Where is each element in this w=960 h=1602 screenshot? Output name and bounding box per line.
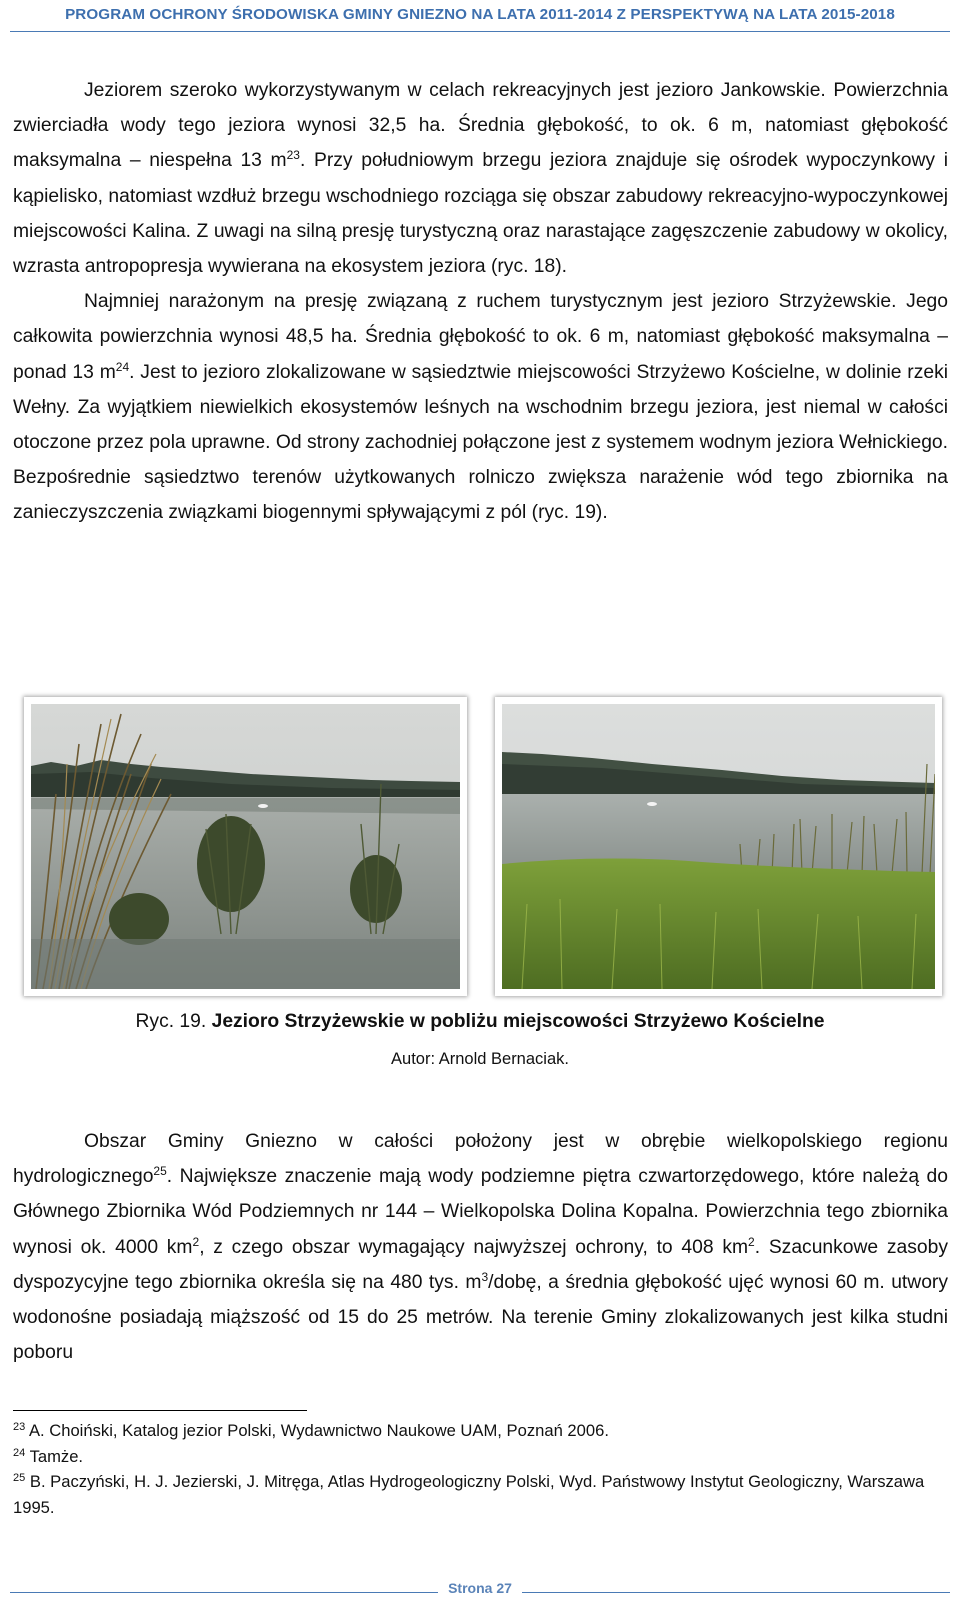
footnotes (13, 1418, 948, 1520)
footnote-ref-23: 23 (286, 148, 300, 163)
footnote-separator (13, 1410, 307, 1411)
footnote-ref-25: 25 (153, 1164, 167, 1179)
photo-lake-right (495, 697, 942, 996)
header-title: PROGRAM OCHRONY ŚRODOWISKA GMINY GNIEZNO NA LATA 2011-2014 Z PERSPEKTYWĄ NA LATA 2015-2018 (65, 6, 895, 23)
footnote-25: $^{25}$ B. Paczyński, H. J. Jezierski, J. Mitręga, Atlas Hydrogeologiczny Polski, Wyd. Państwowy Instytut Geologiczny, Warszawa 1995. (13, 1472, 925, 1517)
footnote-23: $^{23}$ A. Choiński, Katalog jezior Polski, Wydawnictwo Naukowe UAM, Poznań 2006. (13, 1421, 609, 1440)
footnote-ref-24: 24 (115, 359, 130, 374)
figure-photos (24, 697, 942, 998)
figure-caption (0, 1011, 960, 1033)
page-number: Strona 27 (438, 1580, 522, 1596)
footnote-24: $^{24}$ Tamże. (13, 1446, 84, 1466)
caption-prefix: Ryc. 19. (135, 1011, 207, 1032)
paragraph-hydrology: Obszar Gminy Gniezno w całości położony jest w obrębie wielkopolskiego regionu hydrologicznego$^{25}$. Największe znaczenie mają wody podziemne piętra czwartorzędowego, które należą do Głównego Zbiornika Wód Podziemnych nr 144 – Wielkopolska Dolina Kopalna. Powierzchnia tego zbiornika wynosi ok. 4000 $km^2$, z czego obszar wymagający najwyższej ochrony, to 408 $km^2$. Szacunkowe zasoby dyspozycyjne tego zbiornika określa się na 480 tys. $m^3$/dobę, a średnia głębokość ujęć wynosi 60 m. utwory wodonośne posiadają miąższość od 15 do 25 metrów. Na terenie Gminy zlokalizowanych jest kilka studni poboru (13, 1131, 948, 1364)
figure-credit: Autor: Arnold Bernaciak. (391, 1050, 569, 1068)
paragraph-1-line-1: Jeziorem szeroko wykorzystywanym w celach rekreacyjnych jest jezioro Jankowskie. (84, 80, 826, 101)
lower-text-block (13, 1124, 948, 1370)
lake-photo-grass-image (502, 704, 935, 989)
paragraph-strzyzewskie: Najmniej narażonym na presję związaną z ruchem turystycznym jest jezioro Strzyżewskie. Jego całkowita powierzchnia wynosi 48,5 ha. Średnia głębokość to ok. 6 m, natomiast głębokość maksymalna – ponad 13 $m^{24}$. Jest to jezioro zlokalizowane w sąsiedztwie miejscowości Strzyżewo Kościelne, w dolinie rzeki Wełny. Za wyjątkiem niewielkich ekosystemów leśnych na wschodnim brzegu jeziora, jest niemal w całości otoczone przez pola uprawne. Od strony zachodniej połączone jest z systemem wodnym jeziora Wełnickiego. Bezpośrednie sąsiedztwo terenów użytkowanych rolniczo zwiększa narażenie wód tego zbiornika na zanieczyszczenia związkami biogennymi spływającymi z pól (ryc. 19). (13, 291, 948, 524)
page-header (10, 0, 950, 32)
caption-title: Jezioro Strzyżewskie w pobliżu miejscowości Strzyżewo Kościelne (211, 1011, 825, 1032)
photo-lake-left (24, 697, 467, 996)
paragraph-jankowskie: Jeziorem szeroko wykorzystywanym w celach rekreacyjnych jest jezioro Jankowskie. Powierzchnia zwierciadła wody tego jeziora wynosi 32,5 ha. Średnia głębokość, to ok. 6 m, natomiast głębokość maksymalna – niespełna 13 $m^{23}$. Przy południowym brzegu jeziora znajduje się ośrodek wypoczynkowy i kąpielisko, natomiast wzdłuż brzegu wschodniego rozciąga się obszar zabudowy rekreacyjno-wypoczynkowej miejscowości Kalina. Z uwagi na silną presję turystyczną oraz narastające zagęszczenie zabudowy w okolicy, wzrasta antropopresja wywierana na ekosystem jeziora (ryc. 18). (13, 80, 949, 278)
page-footer (0, 1580, 960, 1598)
upper-text-block (13, 73, 948, 531)
lake-photo-reeds-image (31, 704, 460, 989)
